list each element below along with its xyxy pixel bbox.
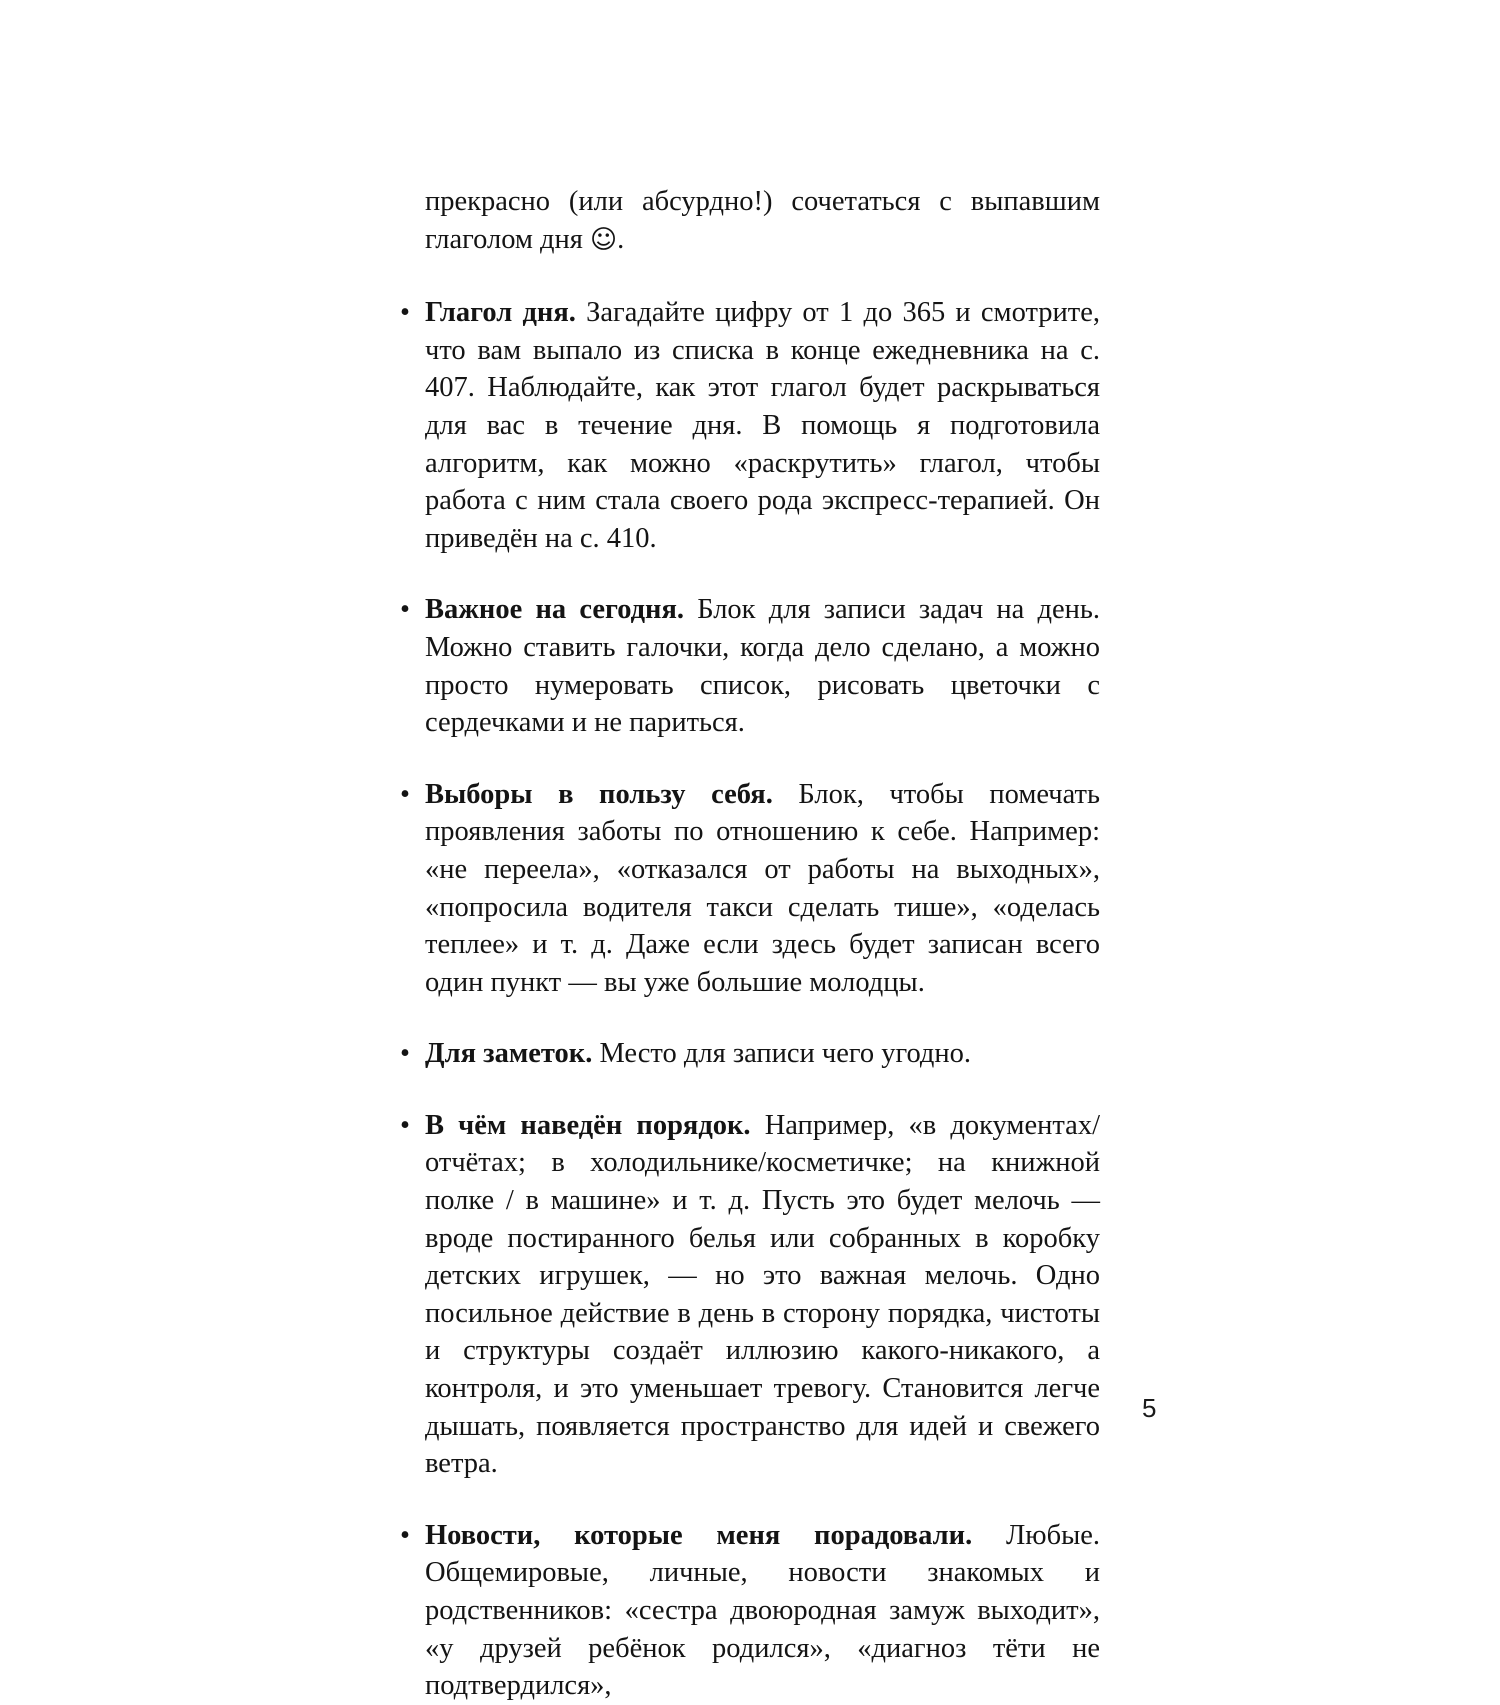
list-item-body	[425, 1517, 1100, 1705]
continuation-tail: .	[617, 223, 625, 255]
continuation-paragraph	[425, 183, 1100, 258]
bullet-icon: •	[400, 297, 410, 329]
bullet-icon: •	[400, 1109, 410, 1141]
list-item-lead: В чём наведён порядок.	[425, 1109, 751, 1141]
list-item-lead: Новости, которые меня порадовали.	[425, 1519, 973, 1551]
list-item-text: Загадайте цифру от 1 до 365 и смотрите, что вам выпало из списка в конце ежедневника на с. 407. Наблюдайте, как этот глагол будет раскрываться для вас в течение дня. В помощь я подготовила алгоритм, как можно «раскрутить» глагол, чтобы работа с ним стала своего рода экспресс-терапией. Он приведён на с. 410.	[425, 297, 1101, 554]
list-item-text: Блок для записи задач на день. Можно ставить галочки, когда дело сделано, а можно просто нумеровать список, рисовать цветочки с сердечками и не париться.	[425, 594, 1100, 739]
list-item-text: Любые. Общемировые, личные, новости знакомых и родственников: «сестра двоюродная замуж выходит», «у друзей ребёнок родился», «диагноз тёти не подтвердился»,	[425, 1519, 1100, 1702]
list-item-body	[425, 776, 1100, 1002]
list-item-lead: Важное на сегодня.	[425, 594, 685, 626]
smiley-icon: ☺	[590, 224, 618, 255]
bullet-icon: •	[400, 1519, 410, 1551]
bullet-icon: •	[400, 1038, 410, 1070]
bullet-icon: •	[400, 778, 410, 810]
list-item	[398, 294, 1100, 557]
list-item-lead: Выборы в пользу себя.	[425, 778, 773, 810]
bullet-icon: •	[400, 594, 410, 626]
list-item	[398, 1035, 1100, 1073]
list-item	[398, 776, 1100, 1002]
list-item-body	[425, 591, 1100, 741]
list-item-text: Блок, чтобы помечать проявления заботы по отношению к себе. Например: «не переела», «отказался от работы на выходных», «попросила водителя такси сделать тише», «оделась теплее» и т. д. Даже если здесь будет записан всего один пункт — вы уже большие молодцы.	[425, 778, 1100, 998]
continuation-text: прекрасно (или абсурдно!) сочетаться с выпавшим глаголом дня	[425, 186, 1100, 255]
list-item-body	[425, 1107, 1100, 1483]
list-item-body	[425, 294, 1100, 557]
list-item-text: Место для записи чего угодно.	[592, 1038, 972, 1070]
list-item-lead: Для заметок.	[425, 1038, 593, 1070]
list-item	[398, 591, 1100, 741]
list-item-text: Например, «в документах/отчётах; в холодильнике/косметичке; на книжной полке / в машине» и т. д. Пусть это будет мелочь — вроде постиранного белья или собранных в коробку детских игрушек, — но это важная мелочь. Одно посильное действие в день в сторону порядка, чистоты и структуры создаёт иллюзию какого-никакого, а контроля, и это уменьшает тревогу. Становится легче дышать, появляется пространство для идей и свежего ветра.	[425, 1109, 1100, 1480]
list-item	[398, 1107, 1100, 1483]
list-item-body	[425, 1035, 1100, 1073]
text-column	[398, 183, 1100, 1705]
list-item-lead: Глагол дня.	[425, 297, 576, 329]
list-item	[398, 1517, 1100, 1705]
page-number: 5	[1142, 1393, 1157, 1423]
